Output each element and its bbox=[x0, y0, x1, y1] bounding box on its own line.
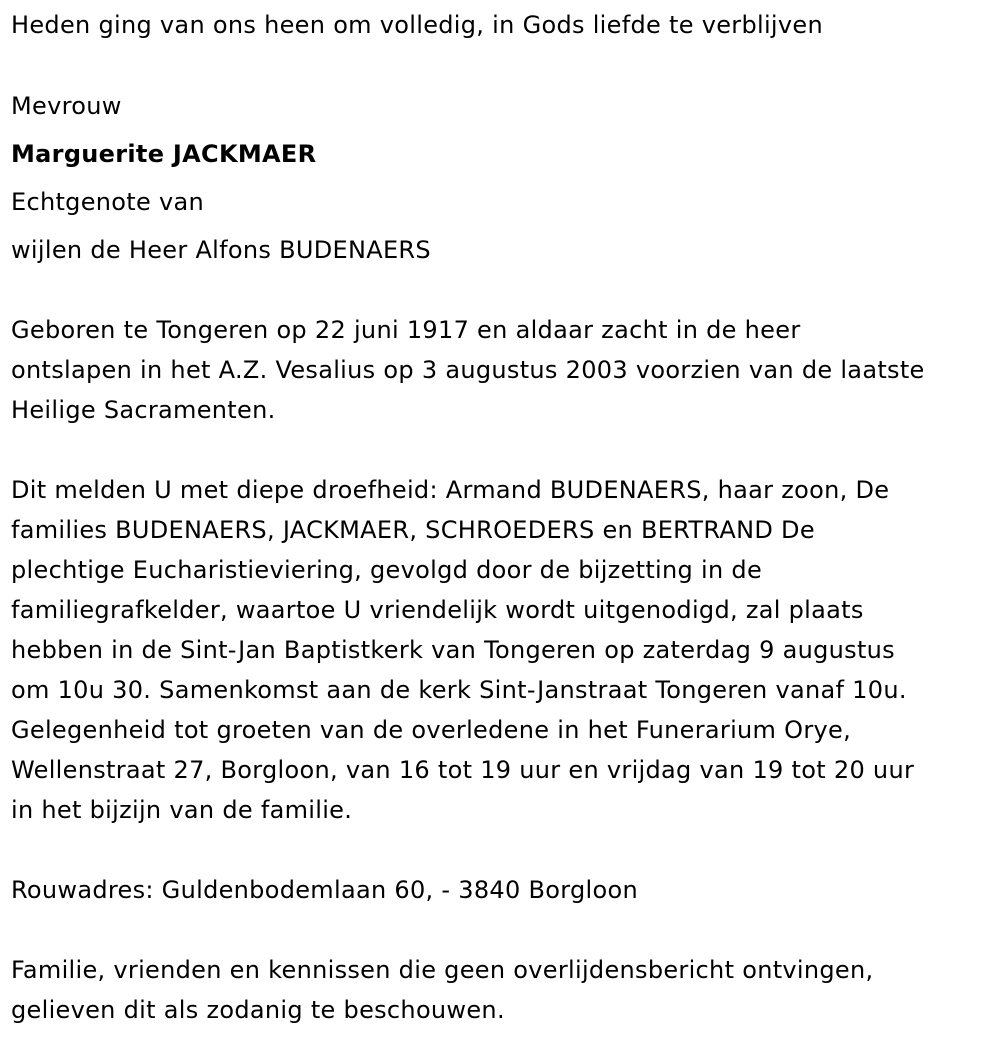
mourning-address-paragraph bbox=[11, 870, 996, 910]
paragraph-line: plechtige Eucharistieviering, gevolgd door de bijzetting in de bbox=[11, 556, 763, 584]
mourning-address: Rouwadres: Guldenbodemlaan 60, - 3840 Borgloon bbox=[11, 876, 638, 904]
paragraph-line: Heilige Sacramenten. bbox=[11, 396, 276, 424]
paragraph-line: in het bijzijn van de familie. bbox=[11, 796, 353, 824]
paragraph-line: hebben in de Sint-Jan Baptistkerk van Tongeren op zaterdag 9 augustus bbox=[11, 636, 895, 664]
paragraph-line: families BUDENAERS, JACKMAER, SCHROEDERS en BERTRAND De bbox=[11, 516, 815, 544]
paragraph-line: Geboren te Tongeren op 22 juni 1917 en aldaar zacht in de heer bbox=[11, 316, 801, 344]
paragraph-line: familiegrafkelder, waartoe U vriendelijk wordt uitgenodigd, zal plaats bbox=[11, 596, 864, 624]
announcement-paragraph bbox=[11, 470, 996, 830]
honorific: Mevrouw bbox=[11, 92, 122, 120]
intro-text: Heden ging van ons heen om volledig, in Gods liefde te verblijven bbox=[11, 11, 823, 39]
paragraph-line: om 10u 30. Samenkomst aan de kerk Sint-Janstraat Tongeren vanaf 10u. bbox=[11, 676, 907, 704]
paragraph-line: Gelegenheid tot groeten van de overledene in het Funerarium Orye, bbox=[11, 716, 852, 744]
deceased-name: Marguerite JACKMAER bbox=[11, 140, 317, 168]
paragraph-line: Dit melden U met diepe droefheid: Armand BUDENAERS, haar zoon, De bbox=[11, 476, 890, 504]
paragraph-line: Familie, vrienden en kennissen die geen overlijdensbericht ontvingen, bbox=[11, 956, 874, 984]
paragraph-line: Wellenstraat 27, Borgloon, van 16 tot 19 uur en vrijdag van 19 tot 20 uur bbox=[11, 756, 915, 784]
closing-paragraph bbox=[11, 950, 996, 1030]
spouse-label: Echtgenote van bbox=[11, 188, 205, 216]
paragraph-line: ontslapen in het A.Z. Vesalius op 3 augustus 2003 voorzien van de laatste bbox=[11, 356, 925, 384]
paragraph-line: gelieven dit als zodanig te beschouwen. bbox=[11, 996, 505, 1024]
spouse-name: wijlen de Heer Alfons BUDENAERS bbox=[11, 236, 431, 264]
birth-death-paragraph bbox=[11, 310, 996, 430]
